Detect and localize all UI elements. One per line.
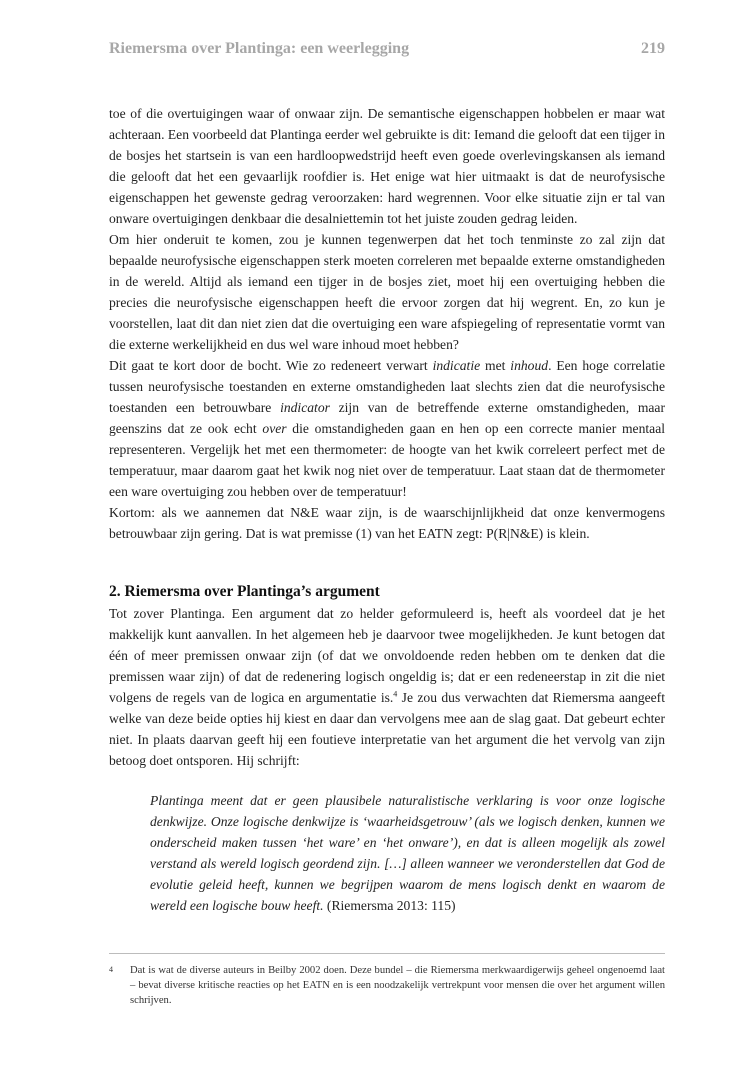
paragraph-3-text-2: met (480, 358, 511, 373)
paragraph-3 (109, 355, 665, 502)
running-title: Riemersma over Plantinga: een weerlegging (109, 40, 410, 57)
page-number: 219 (641, 40, 665, 57)
block-quote (150, 790, 665, 916)
paragraph-4: Kortom: als we aannemen dat N&E waar zijn, is de waarschijnlijkheid dat onze kenvermogens betrouwbaar zijn gering. Dat is wat premisse (1) van het EATN zegt: P(R|N&E) is klein. (109, 505, 665, 541)
paragraph-3-text-1: Dit gaat te kort door de bocht. Wie zo redeneert verwart (109, 358, 433, 373)
footnote-text: Dat is wat de diverse auteurs in Beilby 2002 doen. Deze bundel – die Riemersma merkwaardigerwijs geheel ongenoemd laat – bevat diverse kritische reacties op het EATN en is een noodzakelijk vertrekpunt voor mensen die over het argument willen schrijven. (130, 965, 665, 1006)
section-paragraph-1 (109, 603, 665, 771)
paragraph-3-text-5: die omstandigheden gaan en hen op een correcte manier mentaal representeren. Vergelijk het met een thermometer: de hoogte van het kwik correleert perfect met de temperatuur, maar daarom gaat het kwik nog niet over de temperatuur. Laat staan dat de thermometer een ware overtuiging zou hebben over de temperatuur! (109, 421, 666, 499)
quote-text: Plantinga meent dat er geen plausibele naturalistische verklaring is voor onze logische denkwijze. Onze logische denkwijze is ‘waarheidsgetrouw’ (als we logisch denken, kunnen we onderscheid maken tussen ‘het ware’ en ‘het onware’), en dat is alleen mogelijk als zowel verstand als wereld logisch geordend zijn. […] alleen wanneer we veronderstellen dat God de evolutie geleid heeft, kunnen we begrijpen waarom de mens logisch denkt en waarom de wereld een logische bouw heeft. (150, 793, 665, 913)
paragraph-3-text-4: zijn van de betreffende externe omstandigheden, maar geenszins dat ze ook echt (109, 400, 665, 436)
footnote-number: 4 (109, 965, 113, 974)
footnote (109, 963, 665, 1008)
term-over: over (262, 421, 287, 436)
body-text (109, 103, 665, 544)
footnote-reference[interactable]: 4 (393, 689, 398, 699)
term-indicatie: indicatie (432, 358, 481, 373)
term-inhoud: inhoud (510, 358, 549, 373)
footnote-divider (109, 953, 665, 954)
section-paragraph-1-text-b: Je zou dus verwachten dat Riemersma aangeeft welke van deze beide opties hij kiest en daar dan vervolgens mee aan de slag gaat. Dat gebeurt echter niet. In plaats daarvan geeft hij een foutieve interpretatie van het argument die het vervolg van zijn betoog doet ontsporen. Hij schrijft: (109, 690, 665, 768)
section-heading: 2. Riemersma over Plantinga’s argument (109, 583, 380, 600)
section-paragraph-1-text-a: Tot zover Plantinga. Een argument dat zo helder geformuleerd is, heeft als voordeel dat je het makkelijk kunt aanvallen. In het algemeen heb je daarvoor twee mogelijkheden. Je kunt betogen dat één of meer premissen onwaar zijn (of dat we onvoldoende reden hebben om te denken dat die premissen waar zijn) of dat de redenering logisch ongeldig is; dat er een redeneerstap in zit die niet volgens de regels van de logica en argumentatie is. (109, 606, 665, 705)
paragraph-1: toe of die overtuigingen waar of onwaar zijn. De semantische eigenschappen hobbelen er maar wat achteraan. Een voorbeeld dat Plantinga eerder wel gebruikte is dit: Iemand die gelooft dat een tijger in de bosjes het startsein is van een hardloopwedstrijd heeft even goede overlevingskansen als iemand die gelooft dat het een gevaarlijk roofdier is. Het enige wat hier uitmaakt is dat de neurofysische eigenschappen het gewenste gedrag veroorzaken: hard wegrennen. Voor elke situatie zijn er tal van onware overtuigingen denkbaar die desalniettemin tot het juiste zouden gedrag leiden. (109, 106, 665, 226)
paragraph-3-text-3: . Een hoge correlatie tussen neurofysische toestanden en externe omstandigheden laat slechts zien dat die neurofysische toestanden een betrouwbare (109, 358, 665, 415)
quote-citation: (Riemersma 2013: 115) (323, 898, 456, 913)
section-body (109, 603, 665, 771)
running-head (109, 40, 665, 58)
paragraph-2: Om hier onderuit te komen, zou je kunnen tegenwerpen dat het toch tenminste zo zal zijn dat bepaalde neurofysische eigenschappen sterk moeten correleren met bepaalde externe omstandigheden in de wereld. Altijd als iemand een tijger in de bosjes ziet, moet hij een overtuiging hebben die precies die neurofysische eigenschappen heeft die ervoor zorgen dat hij wegrent. En, zo kun je voorstellen, laat dit dan niet zien dat die overtuiging een ware afspiegeling of representatie vormt van die externe werkelijkheid en dus wel ware inhoud moet hebben? (109, 232, 665, 352)
term-indicator: indicator (280, 400, 330, 415)
